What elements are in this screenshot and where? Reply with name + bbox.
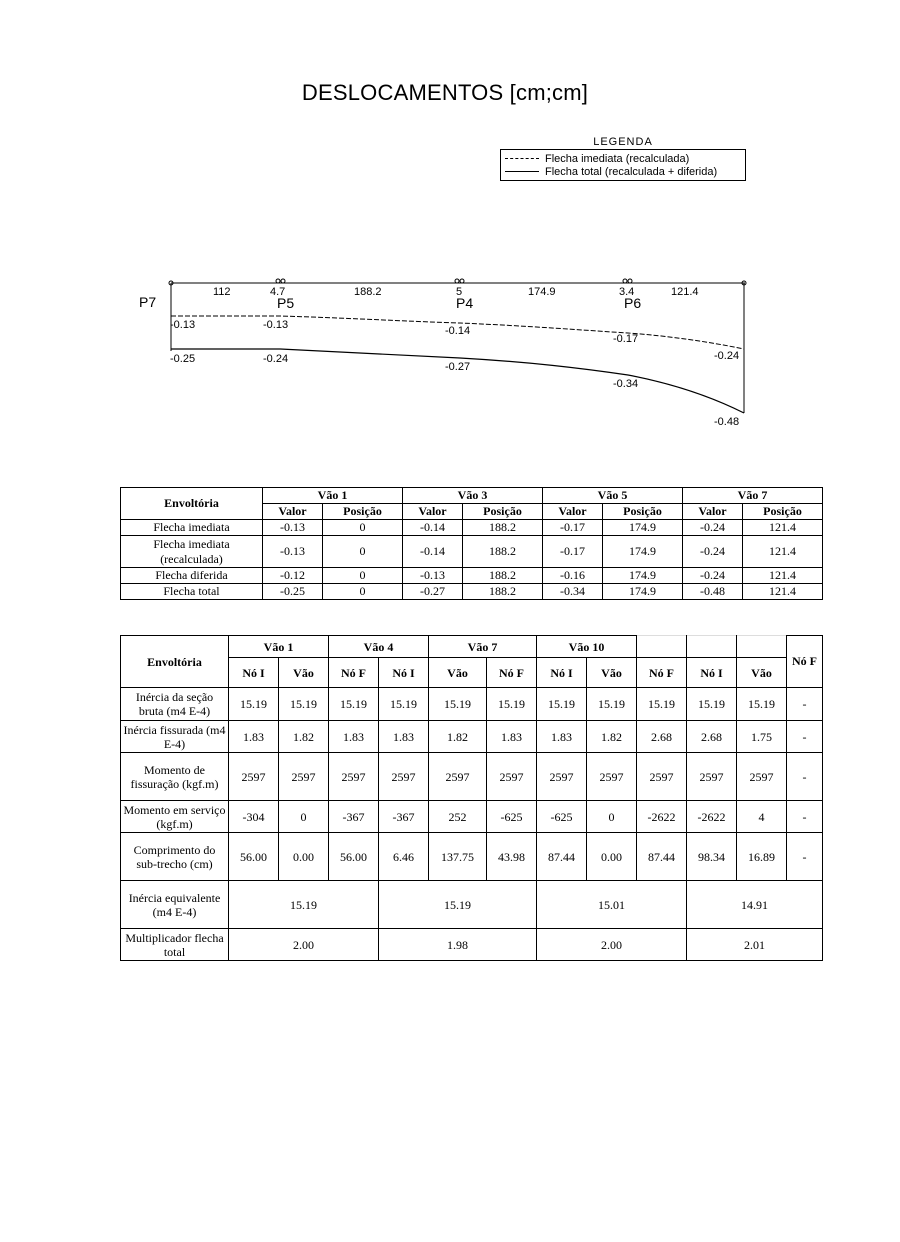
support-node-icon [623,279,627,283]
legend-label: Flecha total (recalculada + diferida) [545,165,718,178]
subheader: Valor [543,504,603,520]
table-row [121,833,823,881]
table-cell: -0.16 [543,568,603,584]
table-cell: -2622 [687,801,737,833]
row-label: Flecha imediata (recalculada) [121,536,263,568]
span-header: Vão 5 [543,488,683,504]
table-cell: -0.12 [263,568,323,584]
immediate-deflection-label: -0.14 [445,325,471,337]
merged-cell: 15.01 [537,881,687,929]
subheader: Vão [737,658,787,688]
legend-title: LEGENDA [593,136,653,148]
table-cell: 137.75 [429,833,487,881]
total-deflection-label: -0.27 [445,361,471,373]
table-cell: 1.83 [487,721,537,753]
table-cell: 0 [323,568,403,584]
table-cell: 87.44 [637,833,687,881]
table-cell: -0.48 [683,584,743,600]
table-cell: 188.2 [463,584,543,600]
table-cell: 2597 [737,753,787,801]
table-row [121,568,823,584]
table-cell: -367 [329,801,379,833]
table-cell: -0.17 [543,520,603,536]
table-cell: 2597 [537,753,587,801]
table-cell: 174.9 [603,536,683,568]
row-label: Momento de fissuração (kgf.m) [121,753,229,801]
table-cell: 0 [323,584,403,600]
merged-cell: 2.01 [687,929,823,961]
table-cell: 188.2 [463,568,543,584]
table-cell: - [787,753,823,801]
support-node-icon [455,279,459,283]
subheader: Posição [743,504,823,520]
table-cell: 2597 [329,753,379,801]
subheader: Nó I [229,658,279,688]
support-label: P5 [277,295,295,311]
subheader: Valor [263,504,323,520]
support-node-icon [276,279,280,283]
span-header: Vão 3 [403,488,543,504]
subheader: Nó F [792,654,817,668]
table-cell: 15.19 [587,688,637,721]
table-cell: 98.34 [687,833,737,881]
table-cell: 1.82 [279,721,329,753]
subheader: Valor [403,504,463,520]
subheader: Posição [463,504,543,520]
span-header: Vão 1 [229,636,329,658]
table-cell: 15.19 [737,688,787,721]
table-row [121,721,823,753]
table-cell: - [787,688,823,721]
subheader: Nó I [537,658,587,688]
table-cell: 56.00 [229,833,279,881]
support-label: P7 [139,294,157,310]
table-cell: 15.19 [379,688,429,721]
row-label: Inércia equivalente (m4 E-4) [121,881,229,929]
table-cell: 252 [429,801,487,833]
table-cell: 87.44 [537,833,587,881]
table-cell: 0 [279,801,329,833]
table-cell: -0.14 [403,520,463,536]
table-cell: 2597 [429,753,487,801]
table-cell: 15.19 [279,688,329,721]
table-cell: -0.13 [263,520,323,536]
support-width-label: 5 [456,286,463,298]
empty-header-cell [687,636,737,658]
table-cell: 15.19 [487,688,537,721]
table-corner: Envoltória [121,488,263,520]
subheader: Nó F [329,658,379,688]
table-cell: 16.89 [737,833,787,881]
table-cell: 15.19 [329,688,379,721]
table-cell: 188.2 [463,536,543,568]
table-cell: - [787,833,823,881]
empty-header-cell [737,636,787,658]
table-row [121,688,823,721]
subheader: Posição [603,504,683,520]
table-header-row [121,636,823,658]
table-cell: -0.24 [683,568,743,584]
span-header: Vão 4 [329,636,429,658]
subheader: Nó I [687,658,737,688]
table-cell: -0.24 [683,536,743,568]
table-cell: 188.2 [463,520,543,536]
table-cell: 174.9 [603,520,683,536]
immediate-deflection-label: -0.24 [714,350,740,362]
row-label: Inércia da seção bruta (m4 E-4) [121,688,229,721]
row-label: Flecha diferida [121,568,263,584]
table-cell: 2597 [687,753,737,801]
table-cell: 43.98 [487,833,537,881]
table-cell: -0.14 [403,536,463,568]
table-cell: -0.13 [403,568,463,584]
span-header: Vão 7 [683,488,823,504]
table-cell: 2597 [487,753,537,801]
table-row [121,753,823,801]
subheader: Vão [587,658,637,688]
table-cell: 174.9 [603,568,683,584]
merged-cell: 15.19 [379,881,537,929]
immediate-deflection-label: -0.13 [170,319,196,331]
table-cell: - [787,801,823,833]
span-header: Vão 10 [537,636,637,658]
subheader: Nó F [637,658,687,688]
table-cell: 2597 [279,753,329,801]
row-label: Flecha imediata [121,520,263,536]
table-cell: 121.4 [743,584,823,600]
table-cell: - [787,721,823,753]
table-cell: 1.83 [379,721,429,753]
table-row [121,584,823,600]
table-cell: -0.13 [263,536,323,568]
support-width-label: 4.7 [270,286,286,298]
row-label: Comprimento do sub-trecho (cm) [121,833,229,881]
table-row [121,536,823,568]
table-cell: 1.82 [587,721,637,753]
row-label: Momento em serviço (kgf.m) [121,801,229,833]
merged-cell: 2.00 [537,929,687,961]
empty-header-cell [637,636,687,658]
table-cell: 15.19 [429,688,487,721]
merged-cell: 2.00 [229,929,379,961]
deflection-diagram [0,0,900,440]
table-cell: 15.19 [229,688,279,721]
inertia-table [120,635,823,961]
table-cell: -367 [379,801,429,833]
page-title-text: DESLOCAMENTOS [cm;cm] [301,80,589,105]
table-cell: 121.4 [743,568,823,584]
table-cell: 15.19 [537,688,587,721]
table-cell: 121.4 [743,520,823,536]
table-cell: -0.27 [403,584,463,600]
subheader: Vão [279,658,329,688]
table-cell: 121.4 [743,536,823,568]
table-cell: 1.75 [737,721,787,753]
table-row [121,801,823,833]
row-label: Multiplicador flecha total [121,929,229,961]
table-cell: 1.83 [537,721,587,753]
subheader: Valor [683,504,743,520]
table-cell: 1.83 [329,721,379,753]
table-cell: -0.25 [263,584,323,600]
span-length-label: 121.4 [671,286,699,298]
table-cell: -625 [537,801,587,833]
table-cell: -2622 [637,801,687,833]
table-cell: 2597 [229,753,279,801]
span-length-label: 174.9 [528,286,556,298]
table-cell: -0.24 [683,520,743,536]
immediate-deflection-label: -0.13 [263,319,289,331]
table-cell: -625 [487,801,537,833]
merged-cell: 15.19 [229,881,379,929]
table-cell: 0 [323,536,403,568]
table-cell: 0.00 [279,833,329,881]
span-header: Vão 7 [429,636,537,658]
support-width-label: 3.4 [619,286,635,298]
table-cell: 2597 [379,753,429,801]
subheader-last [787,636,823,688]
merged-cell: 14.91 [687,881,823,929]
support-node-icon [460,279,464,283]
support-label: P6 [624,295,642,311]
table-cell: 15.19 [637,688,687,721]
table-cell: 2597 [587,753,637,801]
legend-label: Flecha imediata (recalculada) [545,152,690,165]
subheader: Nó F [487,658,537,688]
table-cell: 4 [737,801,787,833]
immediate-deflection-label: -0.17 [613,333,639,345]
table-cell: 15.19 [687,688,737,721]
table-cell: 1.83 [229,721,279,753]
total-deflection-label: -0.25 [170,353,196,365]
row-label: Flecha total [121,584,263,600]
table-cell: 1.82 [429,721,487,753]
total-deflection-curve [171,349,744,413]
subheader: Posição [323,504,403,520]
span-header: Vão 1 [263,488,403,504]
table-cell: -0.34 [543,584,603,600]
subheader: Vão [429,658,487,688]
table-cell: 2.68 [637,721,687,753]
table-row-merged [121,881,823,929]
table-row [121,520,823,536]
support-label: P4 [456,295,474,311]
span-length-label: 112 [213,286,231,298]
table-cell: -0.17 [543,536,603,568]
total-deflection-label: -0.34 [613,378,639,390]
subheader: Nó I [379,658,429,688]
span-length-label: 188.2 [354,286,382,298]
row-label: Inércia fissurada (m4 E-4) [121,721,229,753]
table-cell: 6.46 [379,833,429,881]
support-node-icon [281,279,285,283]
table-corner: Envoltória [121,636,229,688]
merged-cell: 1.98 [379,929,537,961]
table-cell: 2.68 [687,721,737,753]
table-cell: 0 [587,801,637,833]
table-cell: 0.00 [587,833,637,881]
table-cell: -304 [229,801,279,833]
table-cell: 174.9 [603,584,683,600]
table-row-merged [121,929,823,961]
total-deflection-label: -0.48 [714,416,740,428]
table-cell: 0 [323,520,403,536]
table-cell: 2597 [637,753,687,801]
support-node-icon [628,279,632,283]
total-deflection-label: -0.24 [263,353,289,365]
table-cell: 56.00 [329,833,379,881]
table-header-row [121,488,823,504]
envelope-table [120,487,823,600]
